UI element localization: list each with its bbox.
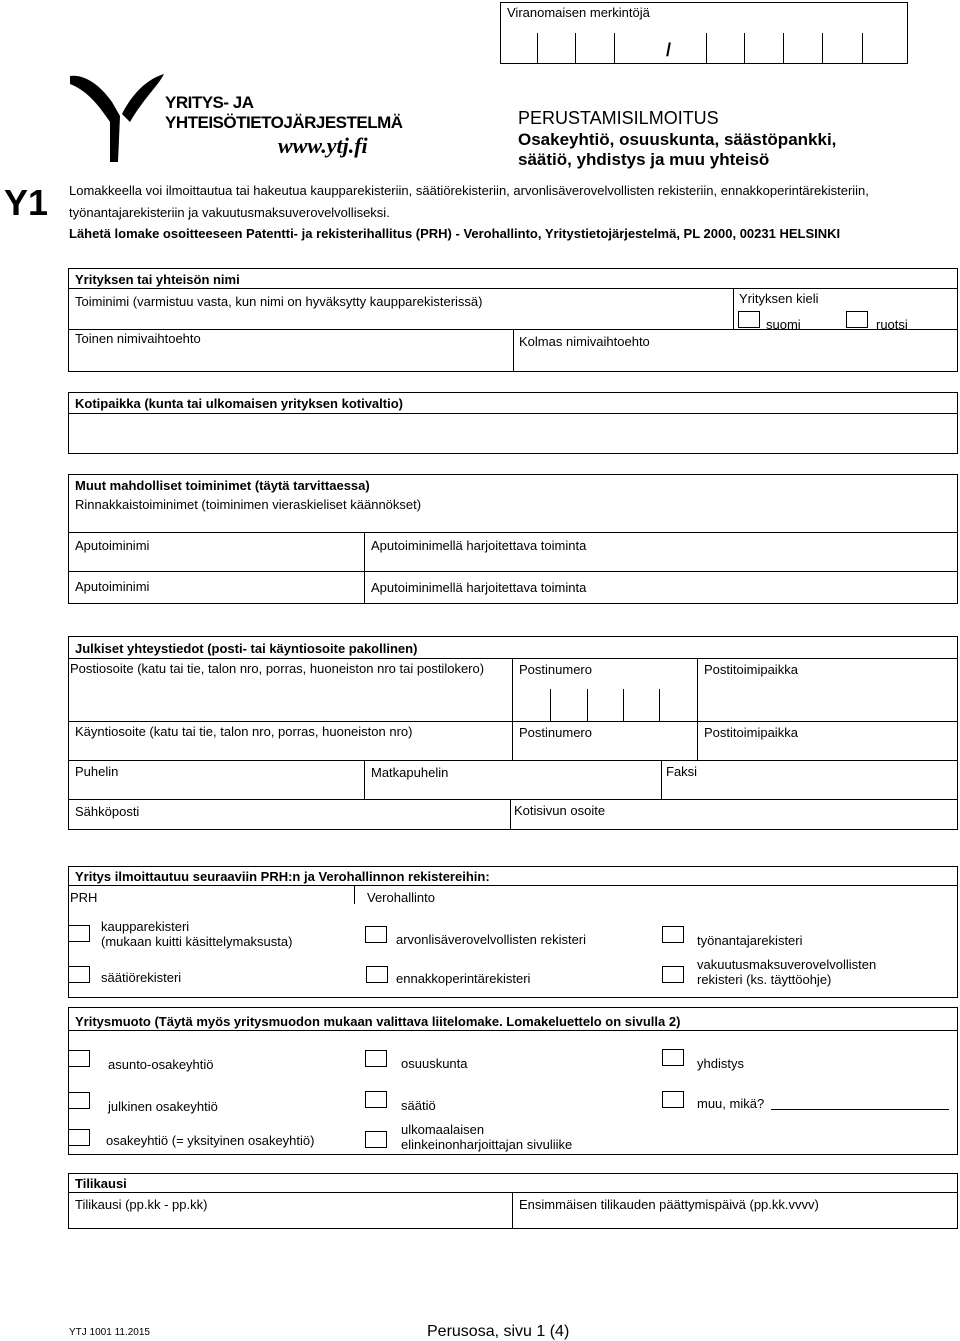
other-names-title: Muut mahdolliset toiminimet (täytä tarvittaessa)	[75, 478, 370, 493]
logo-line1: YRITYS- JA	[165, 93, 254, 112]
aux-name-2-label[interactable]: Aputoiminimi	[75, 579, 150, 594]
aux-activity-1-label[interactable]: Aputoiminimellä harjoitettava toiminta	[371, 538, 587, 553]
other-form-checkbox[interactable]	[662, 1091, 684, 1108]
contact-title: Julkiset yhteystiedot (posti- tai käyntiosoite pakollinen)	[75, 641, 418, 656]
insurance-register-label-1: vakuutusmaksuverovelvollisten	[697, 957, 877, 972]
association-checkbox[interactable]	[662, 1049, 684, 1066]
trade-register-label-2: (mukaan kuitti käsittelymaksusta)	[101, 934, 293, 949]
housing-company-label: asunto-osakeyhtiö	[108, 1057, 214, 1072]
prh-label: PRH	[70, 890, 98, 905]
foreign-branch-label-2: elinkeinonharjoittajan sivuliike	[401, 1137, 573, 1152]
cooperative-label: osuuskunta	[401, 1056, 468, 1071]
vat-register-label: arvonlisäverovelvollisten rekisteri	[396, 932, 587, 947]
postal-code-label[interactable]: Postinumero	[519, 662, 592, 677]
lang-finnish-label: suomi	[766, 317, 801, 332]
intro-line-1: Lomakkeella voi ilmoittautua tai hakeutua kaupparekisteriin, säätiörekisteriin, arvonlisäverovelvollisten rekisteriin, ennakkoperintärekisteriin,	[69, 183, 869, 198]
other-form-label: muu, mikä?	[697, 1096, 765, 1111]
public-ltd-label: julkinen osakeyhtiö	[108, 1099, 218, 1114]
private-ltd-checkbox[interactable]	[68, 1129, 90, 1146]
public-ltd-checkbox[interactable]	[68, 1092, 90, 1109]
form-code: Y1	[4, 182, 49, 223]
foundation-register-checkbox[interactable]	[68, 966, 90, 983]
postal-address-label[interactable]: Postiosoite (katu tai tie, talon nro, porras, huoneiston nro tai postilokero)	[70, 661, 485, 676]
foreign-branch-checkbox[interactable]	[365, 1131, 387, 1148]
company-language-label: Yrityksen kieli	[739, 291, 819, 306]
company-form-title: Yritysmuoto (Täytä myös yritysmuodon mukaan valittava liitelomake. Lomakeluettelo on sivulla 2)	[75, 1014, 681, 1029]
official-slash: /	[666, 40, 672, 60]
insurance-register-label-2: rekisteri (ks. täyttöohje)	[697, 972, 832, 987]
lang-swedish-label: ruotsi	[876, 317, 908, 332]
insurance-register-checkbox[interactable]	[662, 966, 684, 983]
first-fiscal-end-label[interactable]: Ensimmäisen tilikauden päättymispäivä (pp.kk.vvvv)	[519, 1197, 819, 1212]
foundation-label: säätiö	[401, 1098, 436, 1113]
prepayment-register-label: ennakkoperintärekisteri	[396, 971, 531, 986]
private-ltd-label: osakeyhtiö (= yksityinen osakeyhtiö)	[106, 1133, 315, 1148]
postal-city-label[interactable]: Postitoimipaikka	[704, 662, 798, 677]
email-label[interactable]: Sähköposti	[75, 804, 140, 819]
intro-line-2: työnantajarekisteriin ja vakuutusmaksuverovelvolliseksi.	[69, 205, 390, 220]
employer-register-checkbox[interactable]	[662, 926, 684, 943]
official-markings-label: Viranomaisen merkintöjä	[507, 5, 650, 20]
trade-name-label[interactable]: Toiminimi (varmistuu vasta, kun nimi on hyväksytty kaupparekisterissä)	[75, 294, 483, 309]
form-subtitle-2: säätiö, yhdistys ja muu yhteisö	[518, 150, 770, 169]
association-label: yhdistys	[697, 1056, 744, 1071]
aux-activity-2-label[interactable]: Aputoiminimellä harjoitettava toiminta	[371, 580, 587, 595]
form-title: PERUSTAMISILMOITUS	[518, 108, 719, 128]
footer-page-number: Perusosa, sivu 1 (4)	[427, 1323, 570, 1340]
fiscal-period-label[interactable]: Tilikausi (pp.kk - pp.kk)	[75, 1197, 208, 1212]
housing-company-checkbox[interactable]	[68, 1050, 90, 1067]
foundation-register-label: säätiörekisteri	[101, 970, 182, 985]
intro-line-3: Lähetä lomake osoitteeseen Patentti- ja rekisterihallitus (PRH) - Verohallinto, Yritystietojärjestelmä, PL 2000, 00231 HELSINKI	[69, 226, 841, 241]
visit-code-label[interactable]: Postinumero	[519, 725, 592, 740]
foundation-checkbox[interactable]	[365, 1091, 387, 1108]
aux-name-1-label[interactable]: Aputoiminimi	[75, 538, 150, 553]
footer-form-code: YTJ 1001 11.2015	[69, 1327, 150, 1338]
visit-city-label[interactable]: Postitoimipaikka	[704, 725, 798, 740]
lang-swedish-checkbox[interactable]	[846, 311, 868, 328]
visit-address-label[interactable]: Käyntiosoite (katu tai tie, talon nro, porras, huoneiston nro)	[75, 724, 413, 739]
domicile-title: Kotipaikka (kunta tai ulkomaisen yrityksen kotivaltio)	[75, 396, 403, 411]
other-form-input[interactable]	[771, 1109, 949, 1110]
fiscal-title: Tilikausi	[75, 1176, 127, 1191]
employer-register-label: työnantajarekisteri	[697, 933, 803, 948]
prepayment-register-checkbox[interactable]	[366, 966, 388, 983]
mobile-label[interactable]: Matkapuhelin	[371, 765, 449, 780]
tax-admin-label: Verohallinto	[367, 890, 435, 905]
registers-title: Yritys ilmoittautuu seuraaviin PRH:n ja Verohallinnon rekistereihin:	[75, 869, 490, 884]
logo-url: www.ytj.fi	[278, 133, 368, 158]
lang-finnish-checkbox[interactable]	[738, 311, 760, 328]
phone-label[interactable]: Puhelin	[75, 764, 119, 779]
third-name-alt-label[interactable]: Kolmas nimivaihtoehto	[519, 334, 650, 349]
vat-register-checkbox[interactable]	[365, 926, 387, 943]
fax-label[interactable]: Faksi	[666, 764, 698, 779]
website-label[interactable]: Kotisivun osoite	[514, 803, 606, 818]
cooperative-checkbox[interactable]	[365, 1050, 387, 1067]
form-subtitle-1: Osakeyhtiö, osuuskunta, säästöpankki,	[518, 130, 837, 149]
trade-register-checkbox[interactable]	[68, 925, 90, 942]
foreign-branch-label-1: ulkomaalaisen	[401, 1122, 485, 1137]
parallel-names-label[interactable]: Rinnakkaistoiminimet (toiminimen vieraskieliset käännökset)	[75, 497, 422, 512]
trade-register-label-1: kaupparekisteri	[101, 919, 190, 934]
name-section-title: Yrityksen tai yhteisön nimi	[75, 272, 240, 287]
ytj-logo-mark	[68, 72, 168, 164]
second-name-alt-label[interactable]: Toinen nimivaihtoehto	[75, 331, 201, 346]
logo-line2: YHTEISÖTIETOJÄRJESTELMÄ	[165, 113, 403, 132]
domicile-input[interactable]	[70, 415, 956, 452]
